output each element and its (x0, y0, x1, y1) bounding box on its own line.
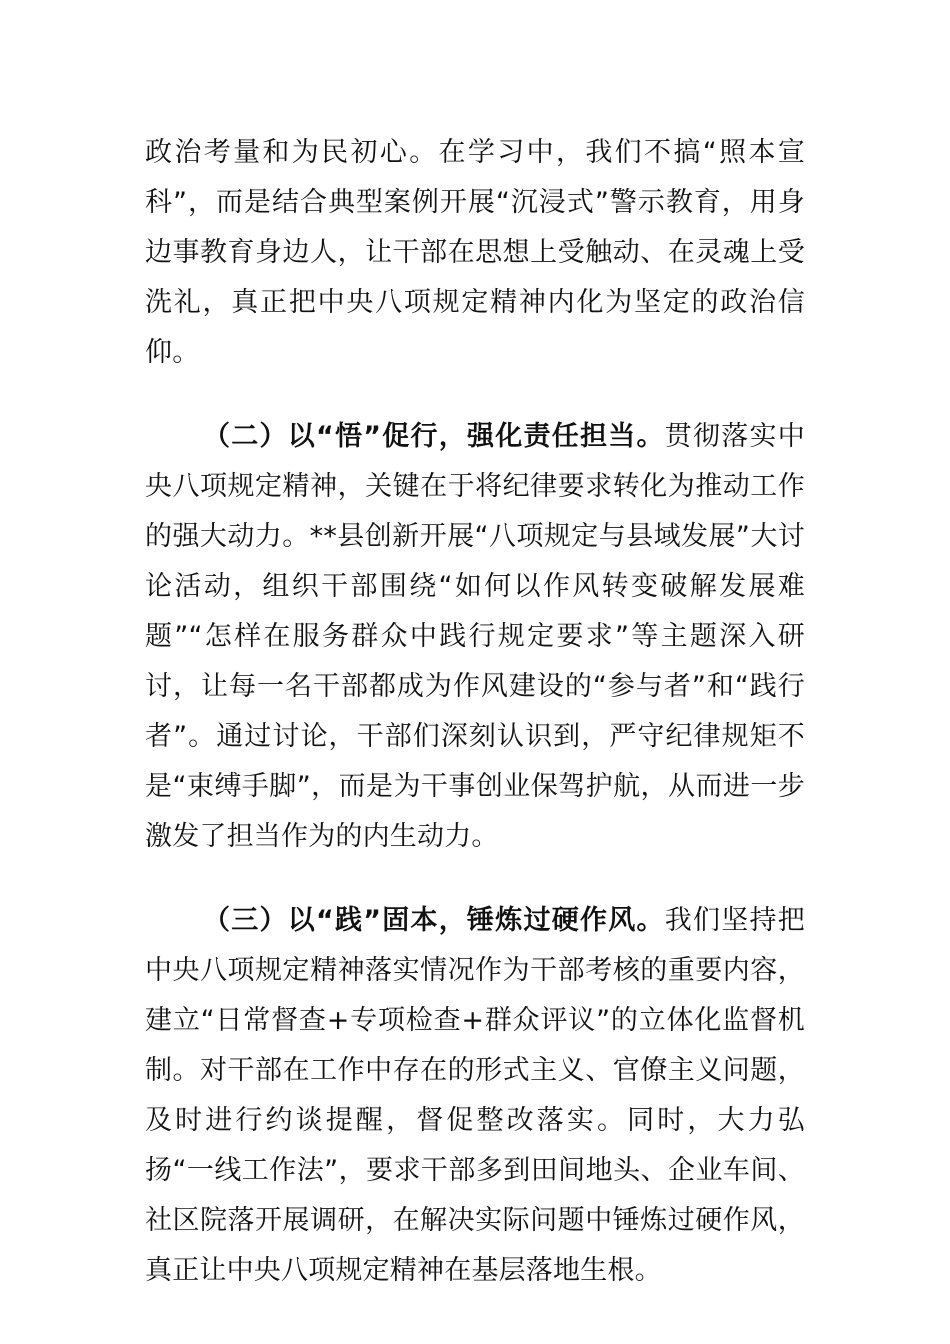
paragraph-body: 我们坚持把中央八项规定精神落实情况作为干部考核的重要内容，建立“日常督查+专项检查+群众评议”的立体化监督机制。对干部在工作中存在的形式主义、官僚主义问题，及时进行约谈提醒，督促整改落实。同时，大力弘扬“一线工作法”，要求干部多到田间地头、企业车间、社区院落开展调研，在解决实际问题中锤炼过硬作风，真正让中央八项规定精神在基层落地生根。 (145, 905, 806, 1286)
paragraph-body: 贯彻落实中央八项规定精神，关键在于将纪律要求转化为推动工作的强大动力。**县创新开展“八项规定与县域发展”大讨论活动，组织干部围绕“如何以作风转变破解发展难题”“怎样在服务群众中践行规定要求”等主题深入研讨，让每一名干部都成为作风建设的“参与者”和“践行者”。通过讨论，干部们深刻认识到，严守纪律规矩不是“束缚手脚”，而是为干事创业保驾护航，从而进一步激发了担当作为的内生动力。 (145, 421, 806, 852)
paragraph-body: 政治考量和为民初心。在学习中，我们不搞“照本宣科”，而是结合典型案例开展“沉浸式”警示教育，用身边事教育身边人，让干部在思想上受触动、在灵魂上受洗礼，真正把中央八项规定精神内化为坚定的政治信仰。 (145, 137, 805, 368)
paragraph-section-two (145, 412, 805, 862)
section-heading-three: （三）以“践”固本，锤炼过硬作风。 (203, 905, 665, 936)
document-body (145, 128, 805, 1296)
section-heading-two: （二）以“悟”促行，强化责任担当。 (203, 421, 665, 452)
paragraph-continuation (145, 128, 805, 378)
paragraph-section-three (145, 896, 805, 1296)
